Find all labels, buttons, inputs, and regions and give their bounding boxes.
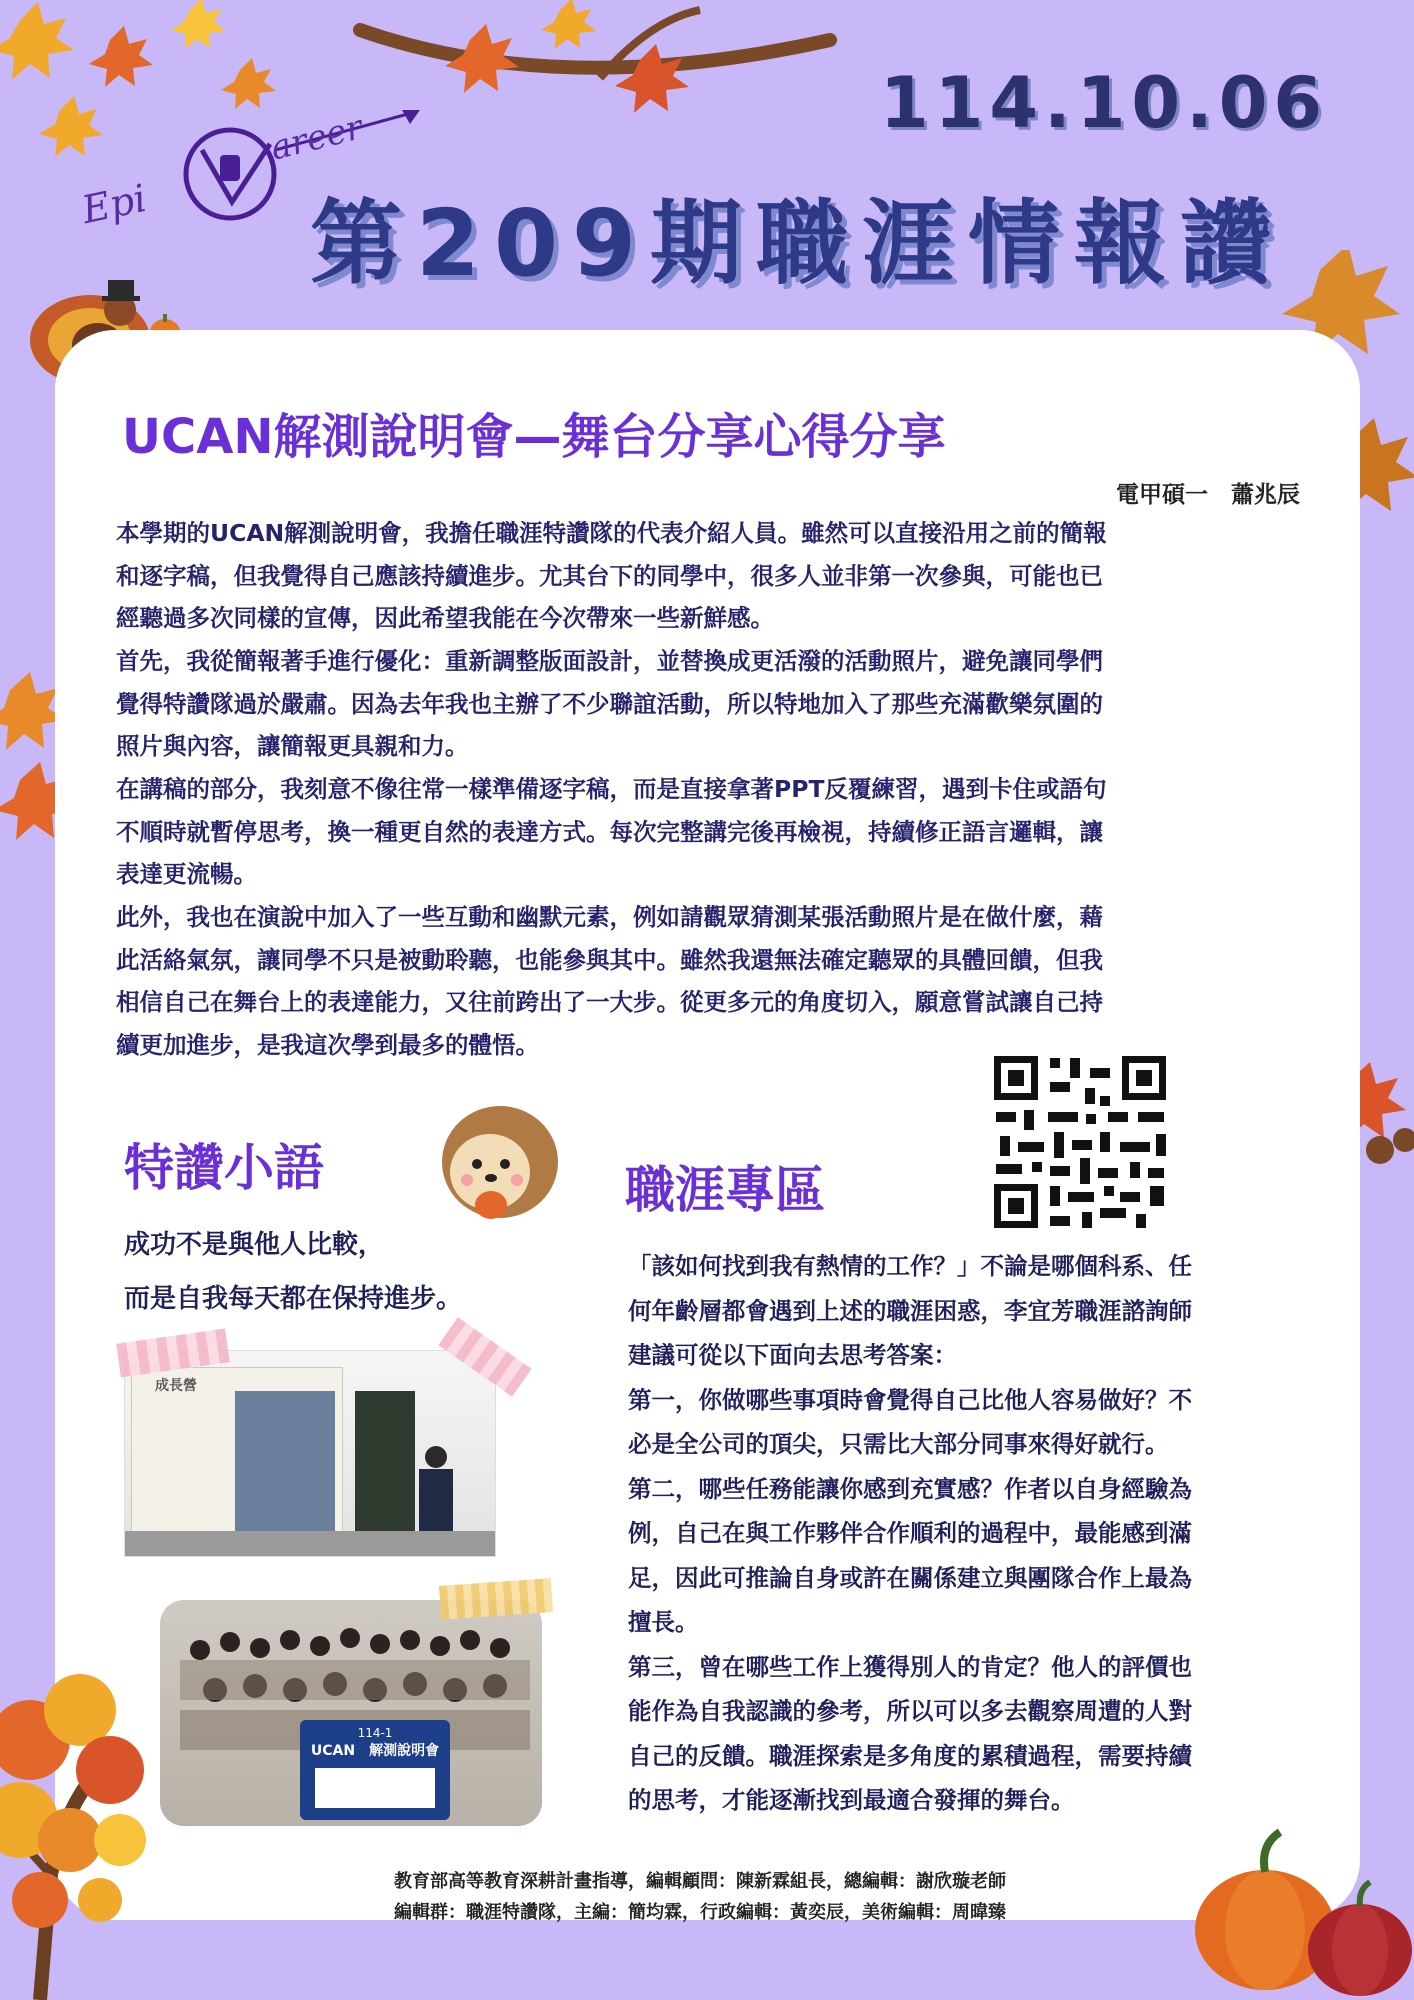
qr-code-icon[interactable] <box>990 1052 1170 1232</box>
article-byline: 電甲碩一 蕭兆辰 <box>1116 482 1300 508</box>
tip-title: 特讚小語 <box>124 1139 324 1197</box>
event-photo-audience <box>160 1600 542 1826</box>
article-paragraph: 此外，我也在演說中加入了一些互動和幽默元素，例如請觀眾猜測某張活動照片是在做什麼，藉 此活絡氣氛，讓同學不只是被動聆聽，也能參與其中。雖然我還無法確定聽眾的具體回饋，但我 相信自己在舞台上的表達能力，又往前跨出了一大步。從更多元的角度切入，願意嘗試讓自己持 續更加進步，是我這次學到最多的體悟。 <box>116 903 1103 1059</box>
article-paragraph: 在講稿的部分，我刻意不像往常一樣準備逐字稿，而是直接拿著PPT反覆練習，遇到卡住或語句 不順時就暫停思考，換一種更自然的表達方式。每次完整講完後再檢視，持續修正語言邏輯，讓 表達更流暢。 <box>116 775 1107 888</box>
article-title: UCAN解測說明會—舞台分享心得分享 <box>122 409 946 465</box>
footer-line: 編輯群：職涯特讚隊，主編：簡均霖，行政編輯：黃奕辰，美術編輯：周暐臻 <box>394 1902 1006 1923</box>
article-paragraph: 首先，我從簡報著手進行優化：重新調整版面設計，並替換成更活潑的活動照片，避免讓同學們 覺得特讚隊過於嚴肅。因為去年我也主辦了不少聯誼活動，所以特地加入了那些充滿歡樂氛圍的 照片與內容，讓簡報更具親和力。 <box>116 647 1103 760</box>
banner-title: UCAN 解測說明會 <box>310 1743 440 1759</box>
footer-credits <box>200 1866 1200 1928</box>
article-paragraph: 本學期的UCAN解測說明會，我擔任職涯特讚隊的代表介紹人員。雖然可以直接沿用之前的簡報 和逐字稿，但我覺得自己應該持續進步。尤其台下的同學中，很多人並非第一次參與，可能也已 經聽過多次同樣的宣傳，因此希望我能在今次帶來一些新鮮感。 <box>116 519 1107 632</box>
logo-career-text: areer <box>266 107 367 169</box>
slide-heading: 成長營 <box>155 1378 197 1394</box>
event-photo-slide <box>124 1350 496 1557</box>
issue-title: 第209期職涯情報讚 <box>310 190 1287 297</box>
tip-text: 成功不是與他人比較， 而是自我每天都在保持進步。 <box>124 1230 463 1314</box>
logo-epi-text: Epi <box>78 175 151 233</box>
banner-term: 114-1 <box>357 1726 393 1740</box>
issue-date: 114.10.06 <box>880 62 1329 144</box>
career-title: 職涯專區 <box>625 1161 825 1219</box>
hedgehog-icon <box>425 1090 565 1230</box>
career-text: 「該如何找到我有熱情的工作？」不論是哪個科系、任 何年齡層都會遇到上述的職涯困惑，李宜芳職涯諮詢師 建議可從以下面向去思考答案： 第一，你做哪些事項時會覺得自己比他人容易做好？不 必是全公司的頂尖，只需比大部分同事來得好就行。 第二，哪些任務能讓你感到充實感？作者以自身經驗為 例，自己在與工作夥伴合作順利的過程中，最能感到滿 足，因此可推論自身或許在關係建立與團隊合作上最為 擅長。 第三，曾在哪些工作上獲得別人的肯定？他人的評價也 能作為自我認識的參考，所以可以多去觀察周遭的人對 自己的反饋。職涯探索是多角度的累積過程，需要持續 的思考，才能逐漸找到最適合發揮的舞台。 <box>628 1252 1192 1814</box>
pumpkin-icon <box>1190 1820 1414 2000</box>
footer-line: 教育部高等教育深耕計畫指導，編輯顧問：陳新霖組長，總編輯：謝欣璇老師 <box>394 1871 1006 1892</box>
autumn-tree-icon <box>0 1580 170 2000</box>
ucan-banner <box>300 1720 450 1820</box>
